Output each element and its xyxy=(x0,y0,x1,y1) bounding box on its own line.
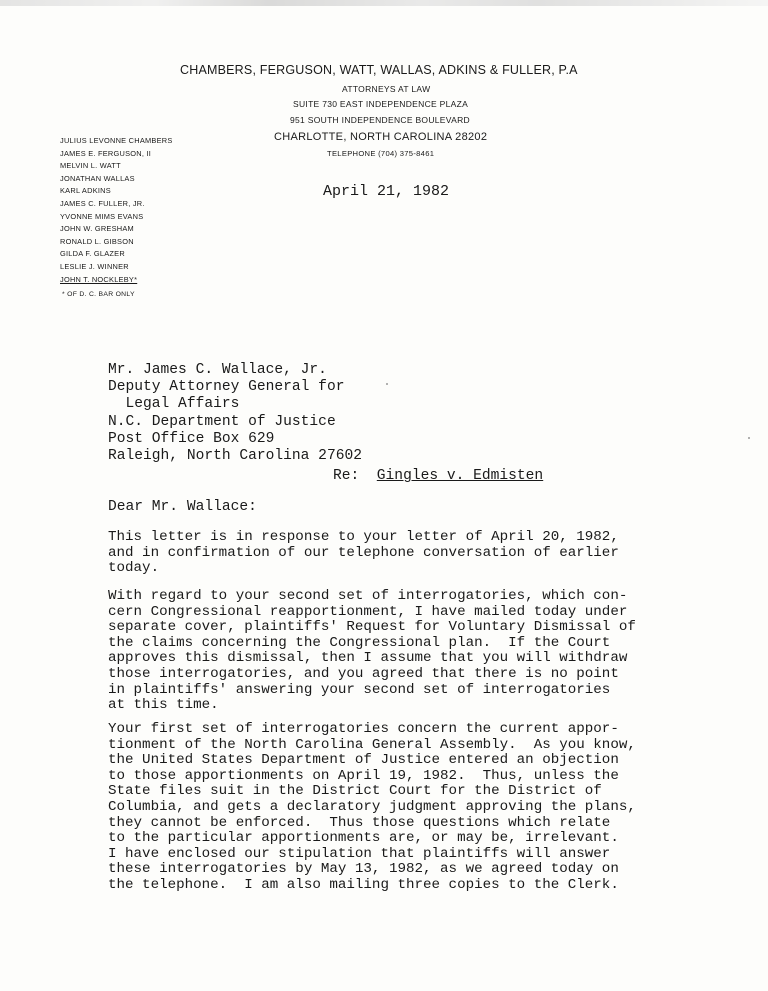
partner-name: YVONNE MIMS EVANS xyxy=(60,211,144,221)
address-line: Post Office Box 629 xyxy=(108,430,275,447)
partners-footnote: * OF D. C. BAR ONLY xyxy=(62,291,135,298)
paragraph-line: to the particular apportionments are, or may be, irrelevant. xyxy=(108,830,619,847)
partner-name: KARL ADKINS xyxy=(60,186,111,196)
firm-name: CHAMBERS, FERGUSON, WATT, WALLAS, ADKINS & FULLER, P.A xyxy=(180,63,578,77)
scan-artifact xyxy=(0,0,768,6)
paragraph-line: they cannot be enforced. Thus those questions which relate xyxy=(108,814,611,831)
partner-name: JOHN T. NOCKLEBY* xyxy=(60,274,138,284)
body-paragraph-2 xyxy=(108,589,636,714)
paragraph-line: those interrogatories, and you agreed that there is no point xyxy=(108,665,619,682)
case-name: Gingles v. Edmisten xyxy=(376,468,544,484)
partner-name: GILDA F. GLAZER xyxy=(60,249,125,259)
address-line: Raleigh, North Carolina 27602 xyxy=(108,448,362,465)
body-paragraph-1 xyxy=(108,530,619,577)
recipient-address xyxy=(108,362,362,465)
partner-name: JULIUS LEVONNE CHAMBERS xyxy=(60,136,173,145)
paragraph-line: I have enclosed our stipulation that plaintiffs will answer xyxy=(108,845,611,862)
partner-name: RONALD L. GIBSON xyxy=(60,236,134,246)
partner-name: JONATHAN WALLAS xyxy=(60,173,135,183)
paragraph-line: and in confirmation of our telephone conversation of earlier xyxy=(108,544,619,561)
body-paragraph-3 xyxy=(108,722,636,894)
paragraph-line: approves this dismissal, then I assume that you will withdraw xyxy=(108,650,628,667)
partner-name: JAMES C. FULLER, JR. xyxy=(60,198,145,208)
firm-subtitle: ATTORNEYS AT LAW xyxy=(342,84,431,94)
paragraph-line: cern Congressional reapportionment, I have mailed today under xyxy=(108,603,628,620)
paragraph-line: the United States Department of Justice entered an objection xyxy=(108,752,619,769)
address-line: Legal Affairs xyxy=(108,396,240,413)
paragraph-line: With regard to your second set of interrogatories, which con- xyxy=(108,588,628,604)
firm-suite: SUITE 730 EAST INDEPENDENCE PLAZA xyxy=(293,99,469,109)
address-line: Mr. James C. Wallace, Jr. xyxy=(108,362,327,378)
paragraph-line: Your first set of interrogatories concern the current appor- xyxy=(108,721,619,737)
paragraph-line: the telephone. I am also mailing three copies to the Clerk. xyxy=(108,876,619,893)
paragraph-line: in plaintiffs' answering your second set of interrogatories xyxy=(108,681,611,698)
scan-speck xyxy=(386,383,388,385)
paragraph-line: to those apportionments on April 19, 1982. Thus, unless the xyxy=(108,767,619,784)
address-line: N.C. Department of Justice xyxy=(108,413,336,430)
partner-name: LESLIE J. WINNER xyxy=(60,261,129,271)
firm-street: 951 SOUTH INDEPENDENCE BOULEVARD xyxy=(290,115,470,125)
partners-list xyxy=(60,135,173,286)
paragraph-line: This letter is in response to your letter of April 20, 1982, xyxy=(108,529,619,545)
paragraph-line: these interrogatories by May 13, 1982, as we agreed today on xyxy=(108,861,619,878)
firm-telephone: TELEPHONE (704) 375-8461 xyxy=(327,149,435,158)
firm-city: CHARLOTTE, NORTH CAROLINA 28202 xyxy=(274,131,488,143)
scan-speck xyxy=(748,437,750,439)
re-line xyxy=(333,468,543,484)
paragraph-line: separate cover, plaintiffs' Request for Voluntary Dismissal of xyxy=(108,619,636,636)
paragraph-line: the claims concerning the Congressional plan. If the Court xyxy=(108,634,611,651)
partner-name: MELVIN L. WATT xyxy=(60,161,121,171)
paragraph-line: tionment of the North Carolina General Assembly. As you know, xyxy=(108,736,636,753)
partner-name: JAMES E. FERGUSON, II xyxy=(60,148,152,158)
letter-date: April 21, 1982 xyxy=(323,183,450,200)
paragraph-line: State files suit in the District Court for the District of xyxy=(108,783,602,800)
salutation: Dear Mr. Wallace: xyxy=(108,499,257,515)
paragraph-line: Columbia, and gets a declaratory judgment approving the plans, xyxy=(108,798,636,815)
address-line: Deputy Attorney General for xyxy=(108,379,345,396)
paragraph-line: today. xyxy=(108,560,160,577)
paragraph-line: at this time. xyxy=(108,697,219,714)
partner-name: JOHN W. GRESHAM xyxy=(60,224,134,234)
re-label: Re: xyxy=(333,468,360,484)
